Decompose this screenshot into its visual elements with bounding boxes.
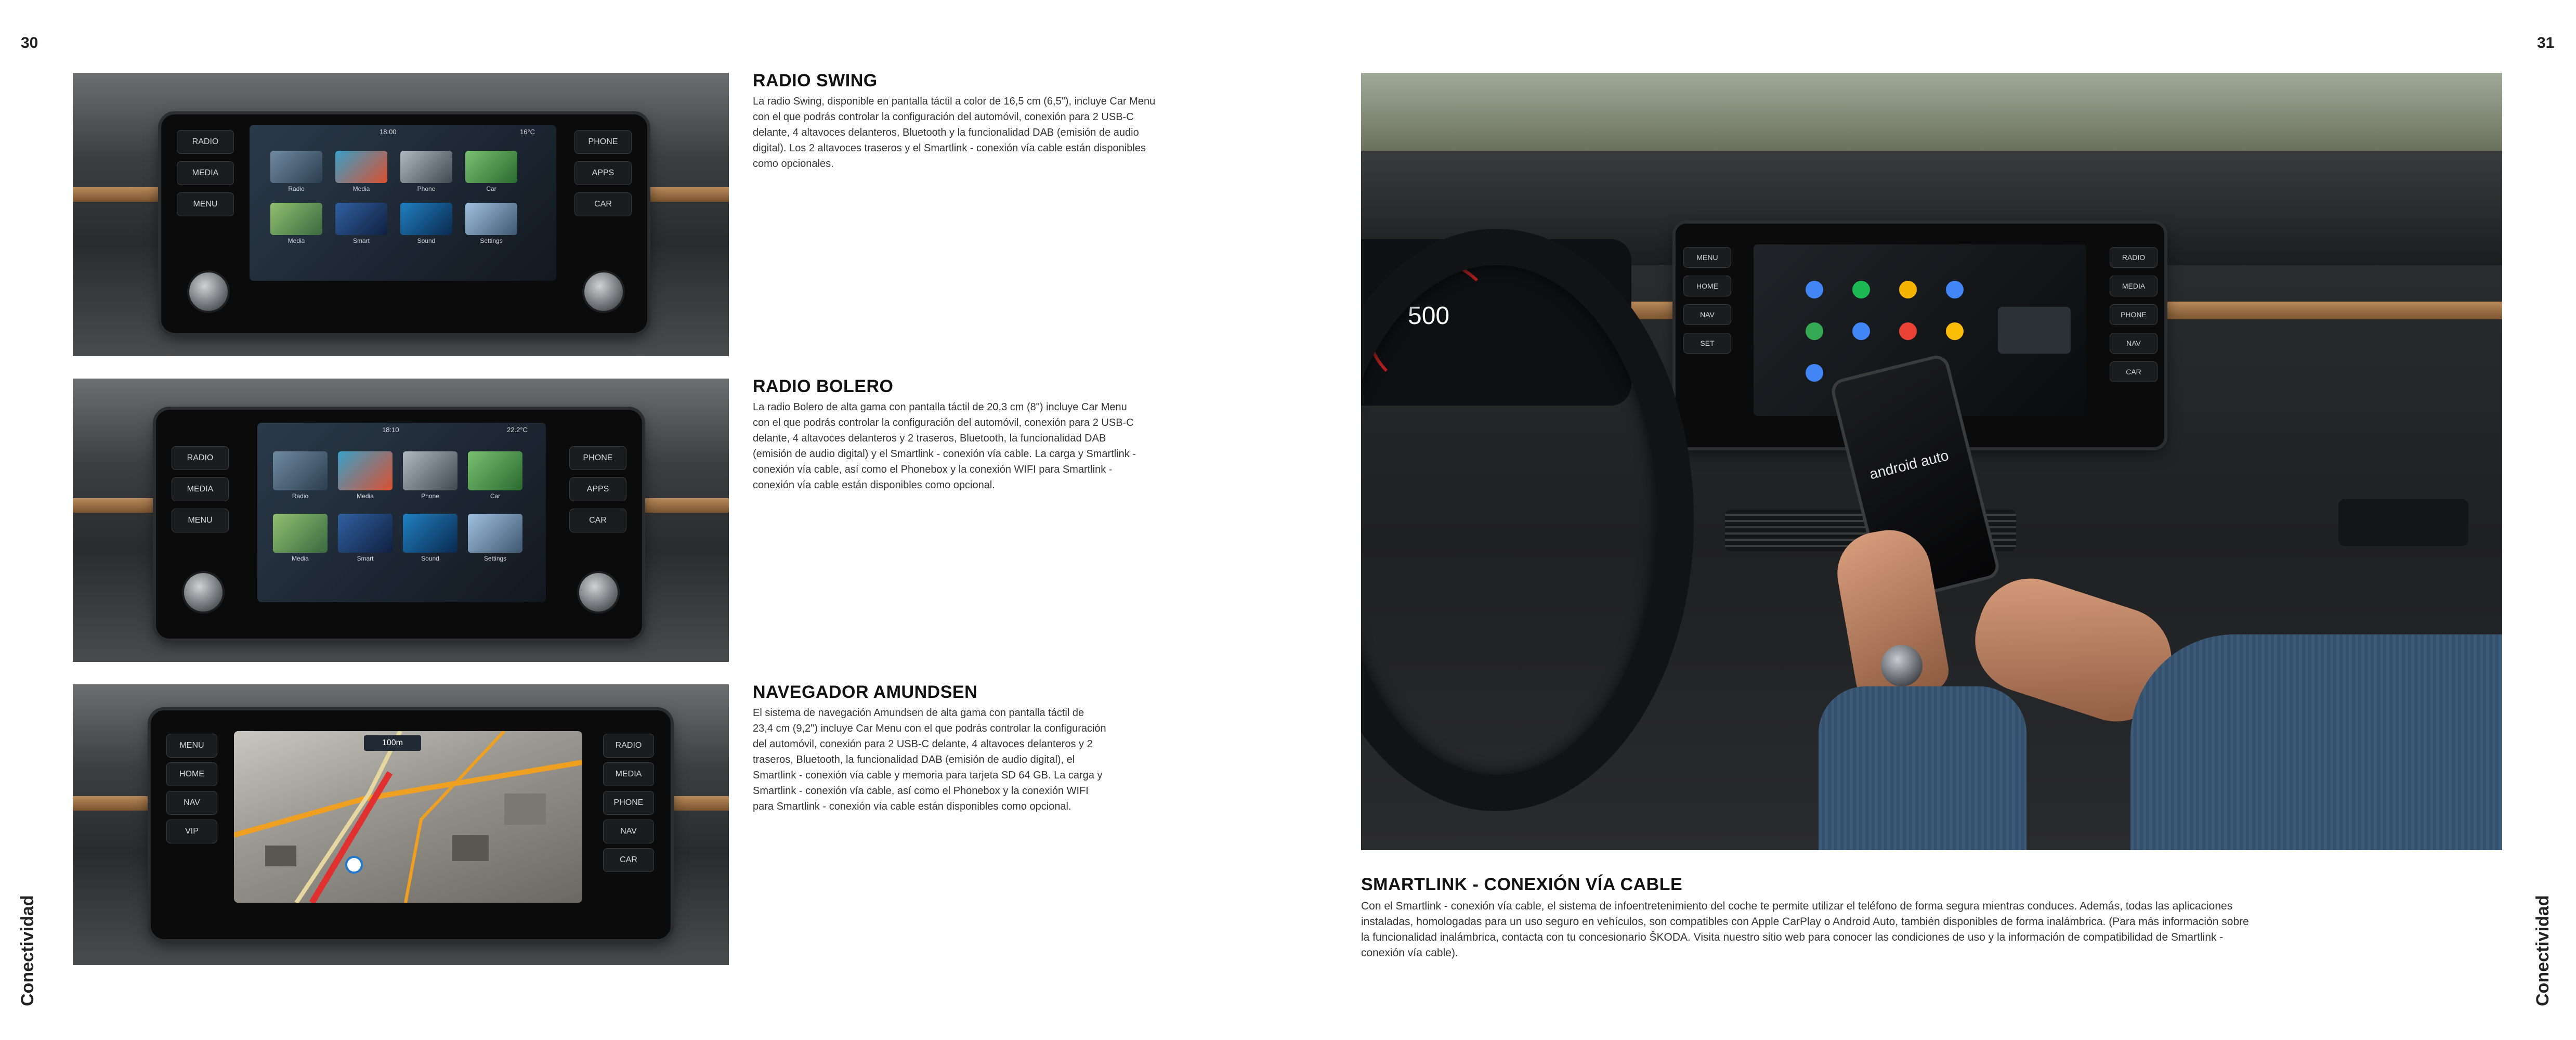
app-messages-icon xyxy=(1806,322,1823,340)
media-widget xyxy=(1998,307,2071,354)
radio-bolero-title: RADIO BOLERO xyxy=(753,376,894,396)
hw-button-nav-right: NAV xyxy=(603,820,654,843)
smartlink-photo xyxy=(1361,73,2502,850)
hw-button-media: MEDIA xyxy=(603,762,654,786)
hw-button-menu: MENU xyxy=(172,509,229,532)
tune-knob xyxy=(577,571,620,614)
android-auto-logo: android auto xyxy=(1867,447,1951,483)
app-play-icon xyxy=(1899,281,1917,298)
temperature: 22.2°C xyxy=(507,426,528,434)
radio-swing-body: La radio Swing, disponible en pantalla táctil a color de 16,5 cm (6,5"), incluye Car Menu con el que podrás controlar la configuración del automóvil, conexión para 2 USB-C delante, 4 altavoces delanteros, Bluetooth y la funcionalidad DAB (emisión de audio digital). Los 2 altavoces traseros y el Smartlink - conexión vía cable están disponibles como opcionales. xyxy=(753,96,1156,170)
hw-button-radio: RADIO xyxy=(172,446,229,470)
hw-button-nav: NAV xyxy=(1683,304,1731,325)
temperature: 16°C xyxy=(520,128,535,136)
volume-knob xyxy=(187,270,230,313)
side-label-left: Conectividad xyxy=(18,895,37,1006)
navegador-amundsen-photo xyxy=(73,684,729,965)
radio-swing-photo xyxy=(73,73,729,356)
hw-button-phone: PHONE xyxy=(603,791,654,815)
smartlink-body: Con el Smartlink - conexión vía cable, el sistema de infoentretenimiento del coche te permite utilizar el teléfono de forma segura mientras conduces. Además, todas las aplicaciones instaladas, homologadas para un uso seguro en vehículos, son compatibles con Apple CarPlay o Android Auto, también disponibles de forma inalámbrica. (Para más información sobre la funcionalidad inalámbrica, contacta con tu concesionario ŠKODA. Visita nuestro sitio web para conocer las condiciones de uso y la información de compatibilidad de Smartlink - conexión vía cable). xyxy=(1361,900,2249,959)
hw-button-menu: MENU xyxy=(166,734,217,758)
air-vent xyxy=(2338,499,2468,546)
hw-button-radio: RADIO xyxy=(2110,247,2157,268)
hw-button-nav: NAV xyxy=(166,791,217,815)
navigation-map-screen xyxy=(234,731,582,903)
hw-button-menu: MENU xyxy=(1683,247,1731,268)
hw-button-apps: APPS xyxy=(569,477,626,501)
smartlink-title: SMARTLINK - CONEXIÓN VÍA CABLE xyxy=(1361,875,1683,894)
start-button xyxy=(1881,645,1923,686)
app-calendar-icon xyxy=(1852,322,1870,340)
hw-button-phone: PHONE xyxy=(2110,304,2157,325)
sweater-sleeve xyxy=(1819,686,2026,850)
clock: 18:00 xyxy=(380,128,397,136)
app-maps-icon xyxy=(1806,281,1823,298)
hw-button-radio: RADIO xyxy=(603,734,654,758)
hw-button-radio: RADIO xyxy=(177,130,234,154)
hw-button-nav-right: NAV xyxy=(2110,333,2157,354)
hw-button-home: HOME xyxy=(1683,276,1731,296)
speed-readout: 500 xyxy=(1408,302,1450,330)
hw-button-media: MEDIA xyxy=(177,161,234,185)
app-assistant-icon xyxy=(1806,364,1823,382)
navegador-title: NAVEGADOR AMUNDSEN xyxy=(753,682,978,702)
radio-bolero-screen: 18:10 22.2°C Radio Media Phone Car Media Smart Sound Settings xyxy=(257,423,546,602)
windshield xyxy=(1361,73,2502,151)
radio-swing-title: RADIO SWING xyxy=(753,71,878,90)
volume-knob xyxy=(182,571,225,614)
side-label-right: Conectividad xyxy=(2533,895,2553,1006)
radio-bolero-unit xyxy=(156,410,642,639)
app-phone-icon xyxy=(1946,281,1964,298)
hw-button-car: CAR xyxy=(569,509,626,532)
hw-button-car: CAR xyxy=(2110,361,2157,382)
app-news-icon xyxy=(1899,322,1917,340)
hw-button-phone: PHONE xyxy=(574,130,632,154)
hw-button-vip: VIP xyxy=(166,820,217,843)
hw-button-phone: PHONE xyxy=(569,446,626,470)
hw-button-car: CAR xyxy=(574,192,632,216)
navegador-unit xyxy=(151,710,671,939)
hw-button-media: MEDIA xyxy=(2110,276,2157,296)
distance-banner: 100m xyxy=(364,735,421,751)
location-marker-icon xyxy=(345,856,363,874)
page-number-left: 30 xyxy=(21,34,38,51)
page-number-right: 31 xyxy=(2537,34,2555,51)
sweater-sleeve xyxy=(2130,634,2502,850)
app-music-icon xyxy=(1852,281,1870,298)
clock: 18:10 xyxy=(382,426,399,434)
hw-button-apps: APPS xyxy=(574,161,632,185)
hw-button-car: CAR xyxy=(603,848,654,872)
radio-swing-unit xyxy=(161,114,647,333)
map-roads xyxy=(234,731,582,903)
radio-swing-screen: 18:00 16°C Radio Media Phone Car Media Smart Sound Settings xyxy=(250,125,556,281)
radio-bolero-body: La radio Bolero de alta gama con pantalla táctil de 20,3 cm (8") incluye Car Menu con el que podrás controlar la configuración del automóvil, conexión para 2 USB-C delante, 4 altavoces delanteros y 2 traseros, Bluetooth, la funcionalidad DAB (emisión de audio digital) y el Smartlink - conexión vía cable. La carga y Smartlink - conexión vía cable, así como el Phonebox y la conexión WIFI para Smartlink - conexión vía cable están disponibles como opcional. xyxy=(753,401,1136,491)
app-podcast-icon xyxy=(1946,322,1964,340)
hw-button-home: HOME xyxy=(166,762,217,786)
hw-button-menu: MENU xyxy=(177,192,234,216)
hw-button-set: SET xyxy=(1683,333,1731,354)
tune-knob xyxy=(582,270,625,313)
hw-button-media: MEDIA xyxy=(172,477,229,501)
navegador-body: El sistema de navegación Amundsen de alta gama con pantalla táctil de 23,4 cm (9,2") incluye Car Menu con el que podrás controlar la configuración del automóvil, conexión para 2 USB-C delante, 4 altavoces delanteros y 2 traseros, Bluetooth, la funcionalidad DAB (emisión de audio digital), el Smartlink - conexión vía cable y memoria para tarjeta SD 64 GB. La carga y Smartlink - conexión vía cable, así como el Phonebox y la conexión WIFI para Smartlink - conexión vía cable están disponibles como opcional. xyxy=(753,707,1106,812)
radio-bolero-photo xyxy=(73,379,729,662)
